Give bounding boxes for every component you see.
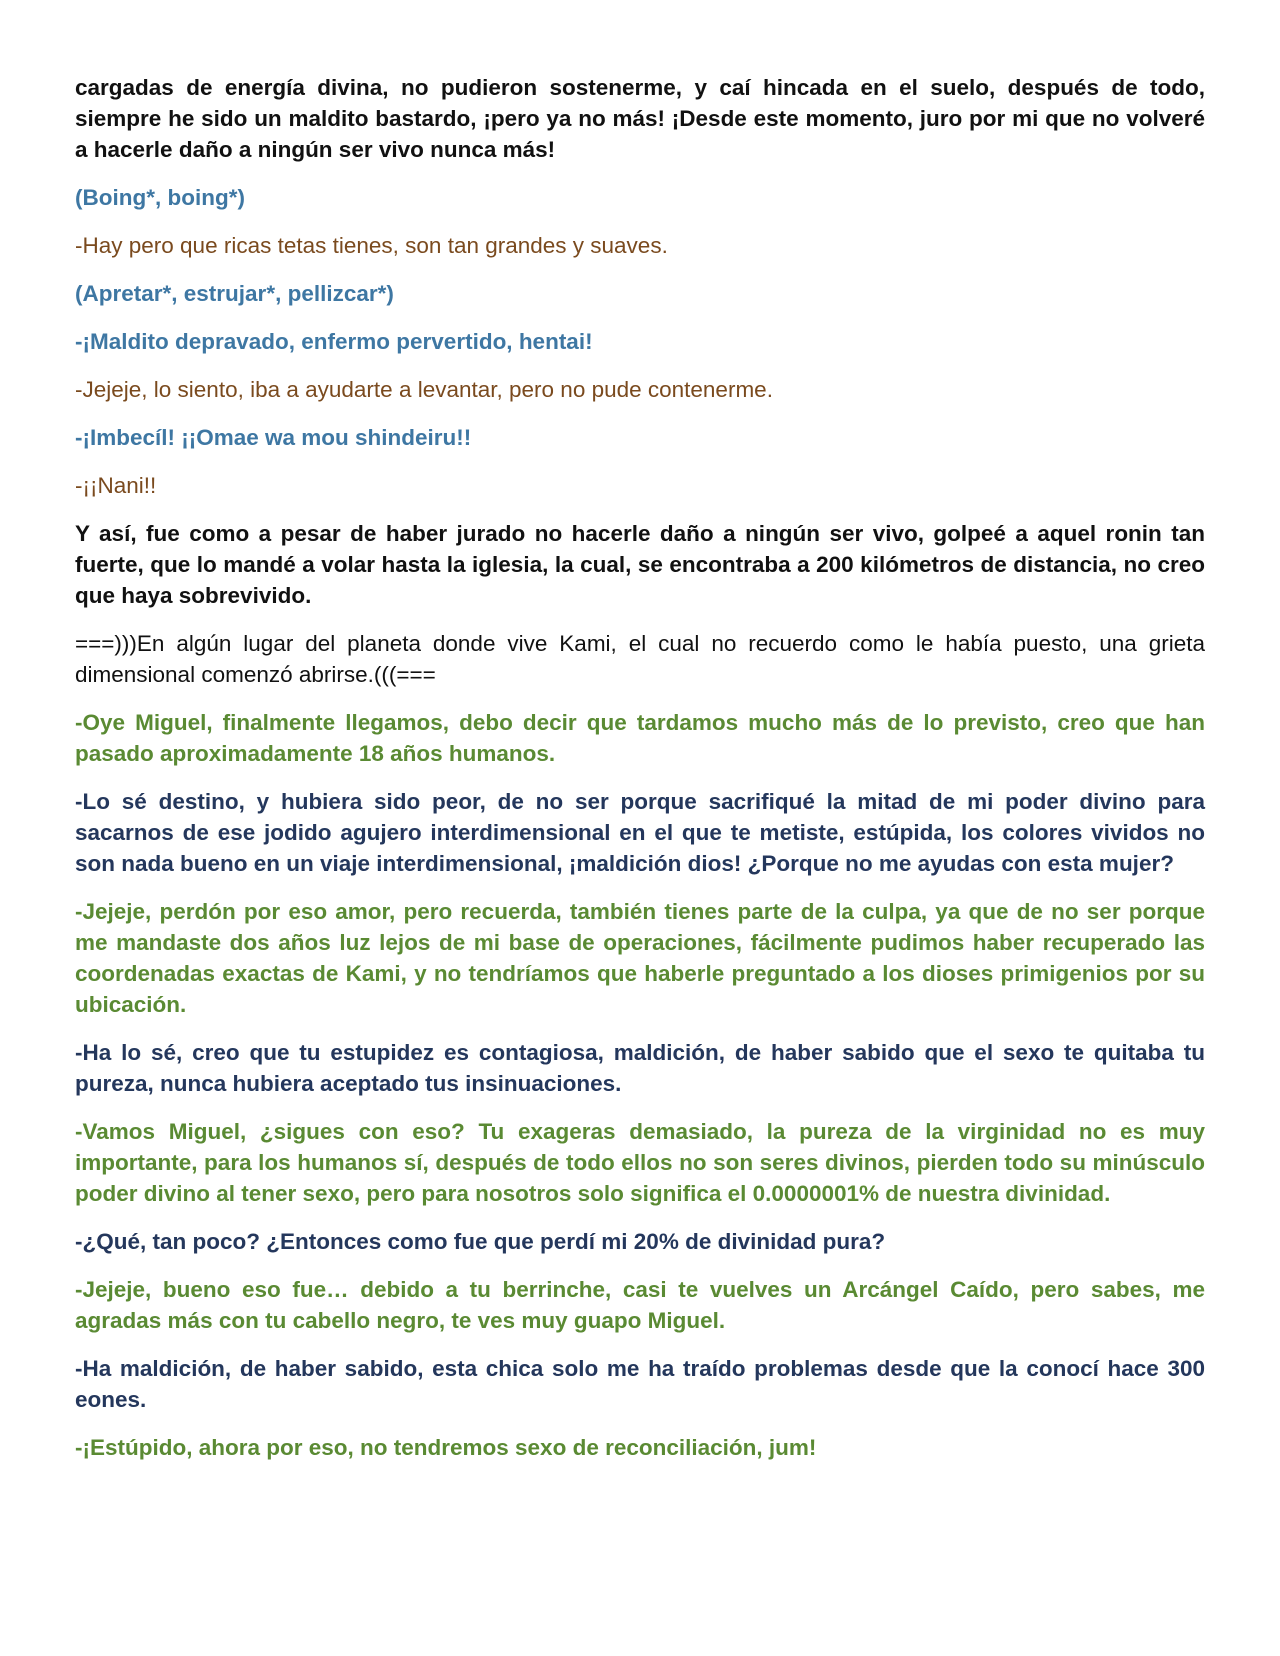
scene-change-line: ===)))En algún lugar del planeta donde vive Kami, el cual no recuerdo como le había puesto, una grieta dimensional comenzó abrirse.(((=== <box>75 631 1205 687</box>
dialogue-line: -Jejeje, bueno eso fue… debido a tu berrinche, casi te vuelves un Arcángel Caído, pero sabes, me agradas más con tu cabello negro, te ves muy guapo Miguel. <box>75 1277 1205 1333</box>
sound-effect-line: (Apretar*, estrujar*, pellizcar*) <box>75 281 394 306</box>
dialogue-line: -Hay pero que ricas tetas tienes, son tan grandes y suaves. <box>75 233 668 258</box>
dialogue-line: -Jejeje, lo siento, iba a ayudarte a levantar, pero no pude contenerme. <box>75 377 773 402</box>
dialogue-line: -¡Estúpido, ahora por eso, no tendremos sexo de reconciliación, jum! <box>75 1435 817 1460</box>
dialogue-line: -Jejeje, perdón por eso amor, pero recuerda, también tienes parte de la culpa, ya que de no ser porque me mandaste dos años luz lejos de mi base de operaciones, fácilmente pudimos haber recuperado las coordenadas exactas de Kami, y no tendríamos que haberle preguntado a los dioses primigenios por su ubicación. <box>75 899 1205 1017</box>
dialogue-line: -Ha lo sé, creo que tu estupidez es contagiosa, maldición, de haber sabido que el sexo te quitaba tu pureza, nunca hubiera aceptado tus insinuaciones. <box>75 1040 1205 1096</box>
narration-paragraph: cargadas de energía divina, no pudieron sostenerme, y caí hincada en el suelo, después de todo, siempre he sido un maldito bastardo, ¡pero ya no más! ¡Desde este momento, juro por mi que no volveré a hacerle daño a ningún ser vivo nunca más! <box>75 75 1205 162</box>
dialogue-line: -¿Qué, tan poco? ¿Entonces como fue que perdí mi 20% de divinidad pura? <box>75 1229 886 1254</box>
sound-effect-line: (Boing*, boing*) <box>75 185 245 210</box>
dialogue-line: -¡Imbecíl! ¡¡Omae wa mou shindeiru!! <box>75 425 472 450</box>
dialogue-line: -Lo sé destino, y hubiera sido peor, de no ser porque sacrifiqué la mitad de mi poder divino para sacarnos de ese jodido agujero interdimensional en el que te metiste, estúpida, los colores vividos no son nada bueno en un viaje interdimensional, ¡maldición dios! ¿Porque no me ayudas con esta mujer? <box>75 789 1205 876</box>
dialogue-line: -Vamos Miguel, ¿sigues con eso? Tu exageras demasiado, la pureza de la virginidad no es muy importante, para los humanos sí, después de todo ellos no son seres divinos, pierden todo su minúsculo poder divino al tener sexo, pero para nosotros solo significa el 0.0000001% de nuestra divinidad. <box>75 1119 1205 1206</box>
dialogue-line: -¡¡Nani!! <box>75 473 157 498</box>
dialogue-line: -¡Maldito depravado, enfermo pervertido, hentai! <box>75 329 593 354</box>
document-page <box>75 72 1205 1480</box>
dialogue-line: -Ha maldición, de haber sabido, esta chica solo me ha traído problemas desde que la conocí hace 300 eones. <box>75 1356 1205 1412</box>
narration-paragraph: Y así, fue como a pesar de haber jurado no hacerle daño a ningún ser vivo, golpeé a aquel ronin tan fuerte, que lo mandé a volar hasta la iglesia, la cual, se encontraba a 200 kilómetros de distancia, no creo que haya sobrevivido. <box>75 521 1205 608</box>
dialogue-line: -Oye Miguel, finalmente llegamos, debo decir que tardamos mucho más de lo previsto, creo que han pasado aproximadamente 18 años humanos. <box>75 710 1205 766</box>
